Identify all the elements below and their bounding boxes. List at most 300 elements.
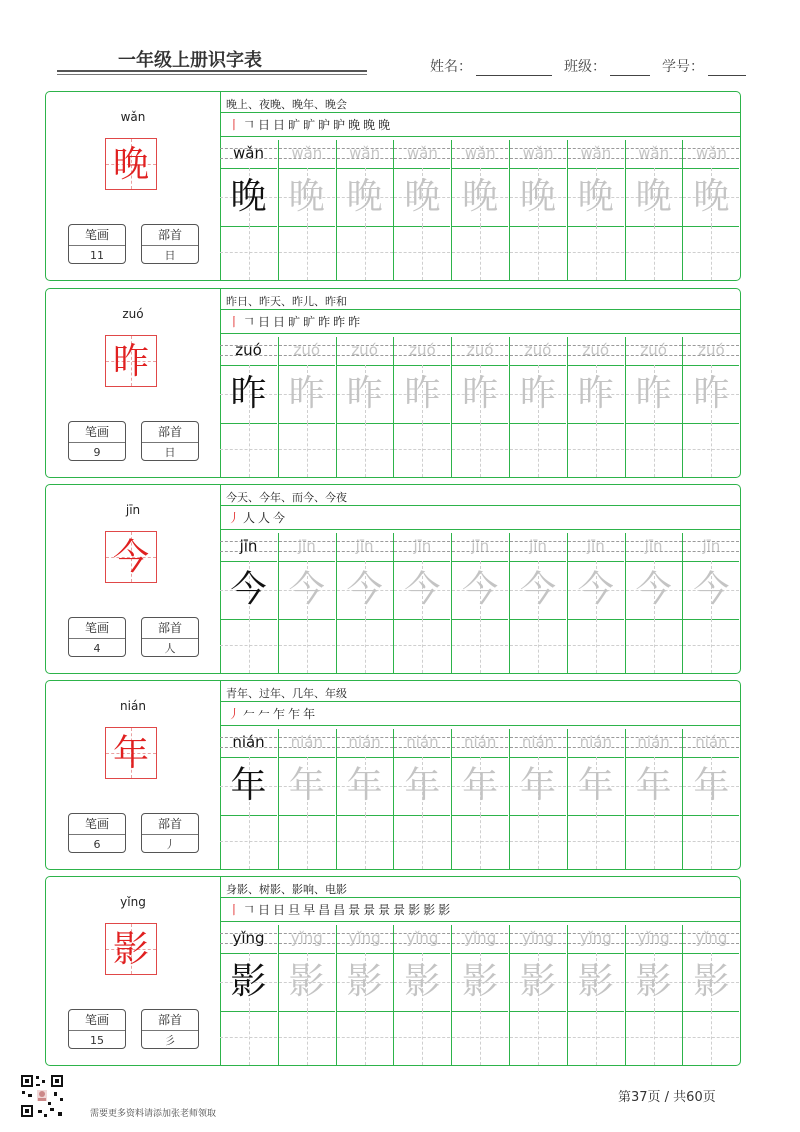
stroke-step: 昌	[318, 903, 331, 917]
radical-value: 人	[164, 642, 176, 655]
blank-cell[interactable]	[279, 1011, 335, 1065]
writing-cell[interactable]	[393, 533, 450, 673]
class-label: 班级：	[564, 59, 606, 75]
blank-cell[interactable]	[626, 815, 682, 869]
blank-cell[interactable]	[394, 226, 450, 280]
writing-cell[interactable]	[451, 925, 508, 1065]
char-model-box	[105, 727, 157, 779]
practice-area	[220, 289, 740, 477]
blank-cell[interactable]	[626, 619, 682, 673]
pinyin-cell	[394, 140, 450, 168]
stroke-step: 𠂉	[258, 707, 271, 721]
pinyin-cell	[452, 533, 508, 561]
pinyin-cell	[394, 729, 450, 757]
char-model: 昨	[230, 373, 267, 414]
pinyin-trace: jīn	[355, 537, 374, 555]
blank-cell[interactable]	[452, 423, 508, 477]
writing-cell[interactable]	[625, 729, 682, 869]
char-trace: 影	[462, 961, 499, 1002]
stroke-order	[228, 313, 360, 330]
qr-code-icon	[20, 1074, 64, 1118]
blank-cell[interactable]	[626, 423, 682, 477]
blank-cell[interactable]	[394, 423, 450, 477]
stroke-step: 日	[258, 903, 271, 917]
writing-cell[interactable]	[509, 337, 566, 477]
model-char: 年	[112, 733, 149, 774]
pinyin-trace: wǎn	[695, 144, 727, 162]
char-cell	[452, 168, 508, 226]
blank-cell[interactable]	[394, 619, 450, 673]
stroke-step: 年	[303, 707, 316, 721]
radical-label: 部首	[142, 225, 198, 246]
pinyin-trace: yǐng	[579, 929, 612, 947]
char-trace: 今	[404, 569, 441, 610]
blank-cell[interactable]	[568, 619, 624, 673]
char-info-panel	[46, 485, 221, 673]
writing-cell[interactable]	[336, 140, 393, 280]
stroke-step: 旷	[303, 118, 316, 132]
stroke-count-box	[68, 421, 126, 461]
stroke-step: 旷	[303, 315, 316, 329]
blank-cell[interactable]	[337, 1011, 393, 1065]
writing-cell[interactable]	[509, 533, 566, 673]
char-section	[45, 288, 741, 478]
pinyin-cell	[683, 925, 739, 953]
blank-cell[interactable]	[568, 423, 624, 477]
char-trace: 晚	[693, 176, 730, 217]
pinyin-cell	[568, 337, 624, 365]
writing-cell[interactable]	[567, 729, 624, 869]
blank-cell[interactable]	[220, 226, 277, 280]
char-cell	[568, 168, 624, 226]
char-trace: 今	[462, 569, 499, 610]
pinyin-trace: wǎn	[406, 144, 438, 162]
pinyin-cell	[683, 729, 739, 757]
writing-cell[interactable]	[278, 729, 335, 869]
blank-cell[interactable]	[452, 226, 508, 280]
char-cell	[452, 757, 508, 815]
writing-cell[interactable]	[220, 140, 277, 280]
char-pinyin: wǎn	[120, 110, 146, 124]
writing-cell[interactable]	[509, 140, 566, 280]
stroke-step: 𠃍	[243, 903, 256, 917]
stroke-count-box	[68, 224, 126, 264]
pinyin-trace: jīn	[702, 537, 721, 555]
blank-cell[interactable]	[510, 1011, 566, 1065]
radical-value: 丿	[164, 838, 176, 851]
pinyin-cell	[626, 925, 682, 953]
char-trace: 今	[519, 569, 556, 610]
page-number: 第37页 / 共60页	[618, 1090, 716, 1105]
char-cell	[279, 561, 335, 619]
char-info-panel	[46, 92, 221, 280]
stroke-step: 丨	[228, 903, 241, 917]
stroke-step: 晚	[378, 118, 391, 132]
blank-cell[interactable]	[220, 1011, 277, 1065]
pinyin-trace: nián	[579, 733, 612, 751]
pinyin-cell	[452, 729, 508, 757]
char-cell	[279, 757, 335, 815]
model-char: 昨	[112, 341, 149, 382]
writing-cell[interactable]	[567, 337, 624, 477]
char-trace: 今	[288, 569, 325, 610]
char-cell	[683, 365, 739, 423]
writing-cell[interactable]	[336, 533, 393, 673]
char-cell	[337, 365, 393, 423]
char-trace: 年	[693, 765, 730, 806]
pinyin-cell	[220, 925, 277, 953]
pinyin-trace: nián	[348, 733, 381, 751]
char-cell	[220, 561, 277, 619]
stroke-count-value: 15	[90, 1034, 104, 1047]
pinyin-cell	[510, 533, 566, 561]
writing-cell[interactable]	[451, 337, 508, 477]
char-cell	[279, 953, 335, 1011]
stroke-step: 人	[243, 511, 256, 525]
writing-cell[interactable]	[682, 729, 739, 869]
student-info	[430, 56, 746, 76]
number-field[interactable]	[708, 61, 746, 76]
practice-area	[220, 92, 740, 280]
pinyin-cell	[626, 337, 682, 365]
char-cell	[394, 953, 450, 1011]
writing-cell[interactable]	[393, 140, 450, 280]
writing-cell[interactable]	[220, 533, 277, 673]
pinyin-trace: yǐng	[637, 929, 670, 947]
pinyin-trace: nián	[637, 733, 670, 751]
stroke-count-value: 9	[93, 446, 101, 459]
char-cell	[220, 757, 277, 815]
pinyin-cell	[568, 140, 624, 168]
blank-cell[interactable]	[683, 815, 739, 869]
pinyin-trace: nián	[406, 733, 439, 751]
char-trace: 晚	[346, 176, 383, 217]
pinyin-trace: yǐng	[290, 929, 323, 947]
pinyin-trace: nián	[695, 733, 728, 751]
writing-cell[interactable]	[625, 337, 682, 477]
writing-cell[interactable]	[336, 729, 393, 869]
pinyin-cell	[626, 729, 682, 757]
pinyin-cell	[337, 337, 393, 365]
stroke-step: 𠃍	[243, 315, 256, 329]
writing-cell[interactable]	[393, 925, 450, 1065]
blank-cell[interactable]	[683, 226, 739, 280]
writing-cell[interactable]	[393, 729, 450, 869]
pinyin-trace: zuó	[698, 341, 725, 359]
stroke-step: 𠂉	[243, 707, 256, 721]
stroke-order	[228, 901, 450, 918]
char-cell	[510, 168, 566, 226]
char-cell	[510, 953, 566, 1011]
writing-cell[interactable]	[220, 925, 277, 1065]
stroke-step: 日	[258, 118, 271, 132]
blank-cell[interactable]	[510, 423, 566, 477]
blank-cell[interactable]	[452, 1011, 508, 1065]
writing-cell[interactable]	[625, 533, 682, 673]
stroke-step: 昌	[333, 903, 346, 917]
char-trace: 影	[404, 961, 441, 1002]
stroke-count-box	[68, 1009, 126, 1049]
writing-cell[interactable]	[278, 925, 335, 1065]
stroke-step: 昈	[318, 118, 331, 132]
stroke-step: 丨	[228, 315, 241, 329]
char-model: 今	[230, 569, 267, 610]
stroke-step: 日	[258, 315, 271, 329]
char-trace: 今	[346, 569, 383, 610]
pinyin-cell	[394, 925, 450, 953]
char-cell	[452, 365, 508, 423]
blank-cell[interactable]	[220, 423, 277, 477]
name-label: 姓名：	[430, 59, 472, 75]
char-cell	[394, 757, 450, 815]
writing-cell[interactable]	[220, 337, 277, 477]
writing-cell[interactable]	[278, 337, 335, 477]
char-trace: 影	[577, 961, 614, 1002]
char-cell	[452, 561, 508, 619]
char-trace: 影	[635, 961, 672, 1002]
char-trace: 年	[462, 765, 499, 806]
char-trace: 影	[346, 961, 383, 1002]
writing-grid	[220, 533, 740, 673]
stroke-step: 𠃍	[243, 118, 256, 132]
pinyin-cell	[279, 337, 335, 365]
writing-cell[interactable]	[336, 337, 393, 477]
char-cell	[510, 365, 566, 423]
pinyin-trace: nián	[464, 733, 497, 751]
pinyin-model: wǎn	[233, 144, 264, 162]
writing-grid	[220, 729, 740, 869]
pinyin-trace: zuó	[582, 341, 610, 359]
stroke-step: 景	[378, 903, 391, 917]
radical-value: 日	[164, 249, 176, 262]
stroke-step: 景	[393, 903, 406, 917]
blank-cell[interactable]	[279, 226, 335, 280]
example-words: 青年、过年、几年、年级	[226, 687, 347, 700]
pinyin-trace: yǐng	[348, 929, 381, 947]
stroke-order	[228, 509, 285, 526]
pinyin-trace: wǎn	[522, 144, 554, 162]
blank-cell[interactable]	[220, 619, 277, 673]
pinyin-cell	[279, 729, 335, 757]
blank-cell[interactable]	[510, 226, 566, 280]
writing-cell[interactable]	[220, 729, 277, 869]
writing-cell[interactable]	[682, 533, 739, 673]
blank-cell[interactable]	[568, 226, 624, 280]
stroke-count-label: 笔画	[69, 814, 125, 835]
writing-cell[interactable]	[567, 925, 624, 1065]
blank-cell[interactable]	[279, 423, 335, 477]
blank-cell[interactable]	[279, 619, 335, 673]
stroke-step: 乍	[288, 707, 301, 721]
stroke-count-label: 笔画	[69, 1010, 125, 1031]
char-trace: 晚	[462, 176, 499, 217]
writing-grid	[220, 337, 740, 477]
blank-cell[interactable]	[337, 226, 393, 280]
pinyin-cell	[452, 337, 508, 365]
char-model-box	[105, 531, 157, 583]
char-trace: 今	[693, 569, 730, 610]
radical-value: 日	[164, 446, 176, 459]
writing-cell[interactable]	[278, 533, 335, 673]
blank-cell[interactable]	[452, 815, 508, 869]
stroke-count-label: 笔画	[69, 618, 125, 639]
stroke-count-box	[68, 617, 126, 657]
blank-cell[interactable]	[394, 815, 450, 869]
pinyin-cell	[626, 533, 682, 561]
pinyin-trace: yǐng	[695, 929, 728, 947]
model-char: 晚	[112, 144, 149, 185]
char-info-panel	[46, 681, 221, 869]
pinyin-trace: wǎn	[291, 144, 323, 162]
blank-cell[interactable]	[337, 815, 393, 869]
stroke-count-box	[68, 813, 126, 853]
pinyin-trace: jīn	[471, 537, 490, 555]
writing-cell[interactable]	[682, 337, 739, 477]
blank-cell[interactable]	[279, 815, 335, 869]
char-cell	[683, 757, 739, 815]
writing-cell[interactable]	[567, 140, 624, 280]
writing-cell[interactable]	[278, 140, 335, 280]
char-trace: 今	[577, 569, 614, 610]
pinyin-cell	[220, 533, 277, 561]
writing-cell[interactable]	[451, 533, 508, 673]
pinyin-trace: wǎn	[580, 144, 612, 162]
stroke-step: 旷	[288, 315, 301, 329]
writing-cell[interactable]	[451, 729, 508, 869]
char-cell	[626, 168, 682, 226]
writing-cell[interactable]	[336, 925, 393, 1065]
name-field[interactable]	[476, 61, 552, 76]
char-pinyin: yǐng	[120, 895, 146, 909]
char-trace: 昨	[404, 373, 441, 414]
blank-cell[interactable]	[394, 1011, 450, 1065]
writing-cell[interactable]	[567, 533, 624, 673]
pinyin-trace: nián	[290, 733, 323, 751]
pinyin-trace: nián	[521, 733, 555, 751]
pinyin-cell	[626, 140, 682, 168]
blank-cell[interactable]	[683, 619, 739, 673]
blank-cell[interactable]	[568, 815, 624, 869]
stroke-step: 昨	[318, 315, 331, 329]
blank-cell[interactable]	[568, 1011, 624, 1065]
title-underline-thin	[57, 74, 367, 75]
radical-box	[141, 617, 199, 657]
writing-cell[interactable]	[625, 140, 682, 280]
char-cell	[626, 953, 682, 1011]
stroke-step: 早	[303, 903, 316, 917]
pinyin-trace: zuó	[409, 341, 436, 359]
writing-cell[interactable]	[393, 337, 450, 477]
blank-cell[interactable]	[337, 619, 393, 673]
practice-area	[220, 681, 740, 869]
writing-cell[interactable]	[509, 729, 566, 869]
writing-cell[interactable]	[682, 925, 739, 1065]
blank-cell[interactable]	[683, 1011, 739, 1065]
pinyin-trace: wǎn	[638, 144, 670, 162]
stroke-step: 影	[438, 903, 451, 917]
char-cell	[568, 953, 624, 1011]
pinyin-cell	[394, 337, 450, 365]
stroke-step: 丨	[228, 118, 241, 132]
pinyin-cell	[337, 925, 393, 953]
char-section	[45, 680, 741, 870]
pinyin-trace: wǎn	[464, 144, 496, 162]
writing-cell[interactable]	[451, 140, 508, 280]
blank-cell[interactable]	[626, 1011, 682, 1065]
stroke-step: 日	[273, 118, 286, 132]
char-trace: 今	[635, 569, 672, 610]
char-cell	[220, 365, 277, 423]
char-model: 年	[230, 765, 267, 806]
example-words: 昨日、昨天、昨儿、昨和	[226, 295, 347, 308]
pinyin-trace: zuó	[351, 341, 378, 359]
char-cell	[510, 561, 566, 619]
char-cell	[626, 365, 682, 423]
char-cell	[683, 168, 739, 226]
char-trace: 昨	[693, 373, 730, 414]
blank-cell[interactable]	[683, 423, 739, 477]
pinyin-cell	[452, 140, 508, 168]
writing-cell[interactable]	[682, 140, 739, 280]
pinyin-trace: yǐng	[521, 929, 555, 947]
blank-cell[interactable]	[626, 226, 682, 280]
stroke-step: 影	[408, 903, 421, 917]
stroke-count-label: 笔画	[69, 225, 125, 246]
number-label: 学号：	[662, 59, 704, 75]
writing-cell[interactable]	[625, 925, 682, 1065]
writing-cell[interactable]	[509, 925, 566, 1065]
blank-cell[interactable]	[452, 619, 508, 673]
radical-value: 彡	[164, 1034, 176, 1047]
char-model: 影	[230, 961, 267, 1002]
char-cell	[626, 757, 682, 815]
char-trace: 晚	[577, 176, 614, 217]
stroke-step: 日	[273, 315, 286, 329]
stroke-step: 丿	[228, 511, 241, 525]
char-trace: 影	[693, 961, 730, 1002]
class-field[interactable]	[610, 61, 650, 76]
char-cell	[279, 365, 335, 423]
char-cell	[337, 757, 393, 815]
pinyin-model: yǐng	[232, 929, 265, 947]
stroke-step: 日	[273, 903, 286, 917]
title-underline	[57, 70, 367, 72]
stroke-step: 旷	[288, 118, 301, 132]
char-trace: 昨	[519, 373, 556, 414]
blank-cell[interactable]	[220, 815, 277, 869]
char-trace: 晚	[288, 176, 325, 217]
char-pinyin: jīn	[125, 503, 141, 517]
blank-cell[interactable]	[510, 815, 566, 869]
blank-cell[interactable]	[337, 423, 393, 477]
stroke-step: 晚	[363, 118, 376, 132]
char-cell	[683, 561, 739, 619]
char-cell	[568, 561, 624, 619]
char-cell	[568, 757, 624, 815]
radical-box	[141, 224, 199, 264]
radical-label: 部首	[142, 618, 198, 639]
pinyin-trace: zuó	[293, 341, 321, 359]
pinyin-cell	[568, 533, 624, 561]
stroke-step: 丿	[228, 707, 241, 721]
writing-grid	[220, 925, 740, 1065]
char-cell	[452, 953, 508, 1011]
pinyin-model: nián	[232, 733, 265, 751]
pinyin-cell	[510, 925, 566, 953]
blank-cell[interactable]	[510, 619, 566, 673]
pinyin-cell	[452, 925, 508, 953]
stroke-order	[228, 705, 315, 722]
